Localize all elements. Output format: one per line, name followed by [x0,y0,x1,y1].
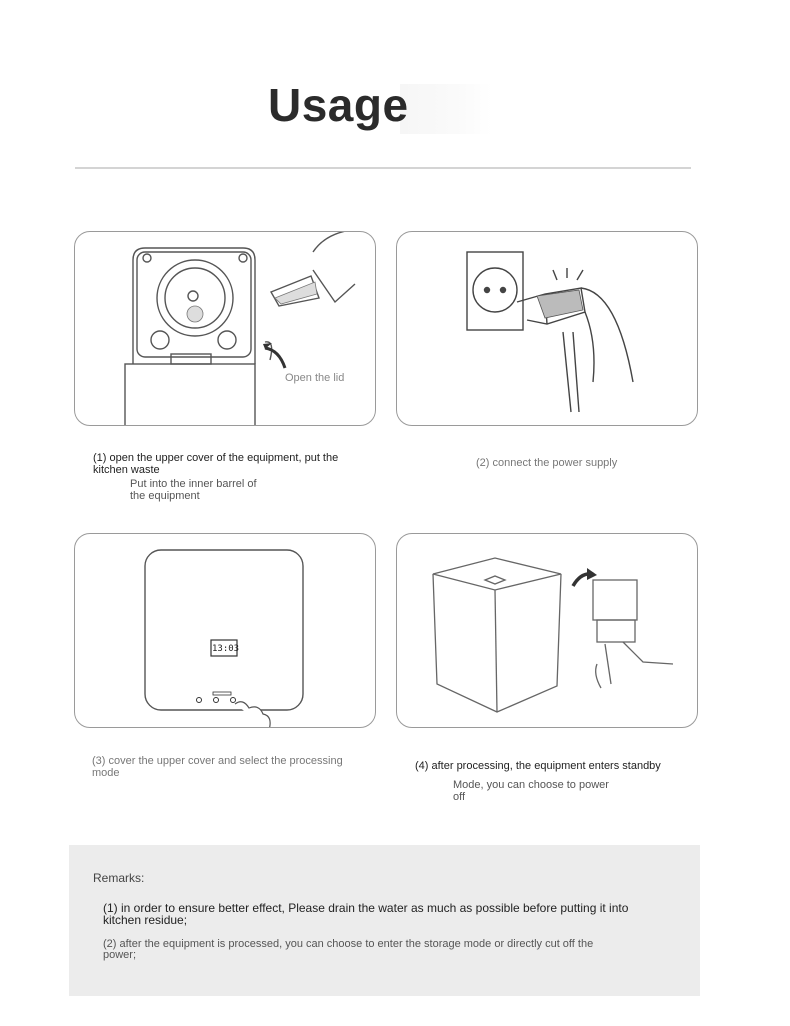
step-4-illustration [396,533,698,728]
remarks-title: Remarks: [93,871,145,885]
step-3-caption: (3) cover the upper cover and select the processing mode [92,755,343,779]
step-1-caption: (1) open the upper cover of the equipment, put the kitchen waste [93,452,339,476]
remark-item: (2) after the equipment is processed, you can choose to enter the storage mode or directly cut off the power; [103,938,594,961]
display-time: 13:03 [212,644,240,654]
power-plug-illustration [397,232,698,426]
step-4-caption: (4) after processing, the equipment enters standby [415,760,661,772]
step-2-illustration [396,231,698,426]
remark-item: (1) in order to ensure better effect, Please drain the water as much as possible before putting it into kitchen residue; [103,901,629,927]
step-2-caption: (2) connect the power supply [476,457,618,469]
step-1-illustration [74,231,376,426]
step-3-illustration [74,533,376,728]
remarks-box [69,845,700,996]
step-4-subcaption: Mode, you can choose to power off [453,779,609,803]
control-panel-illustration [75,534,376,728]
standby-unplug-illustration [397,534,698,728]
title-divider [75,167,691,169]
page-title: Usage [268,79,409,131]
title-shade [400,84,492,134]
open-lid-illustration [75,232,376,426]
open-lid-label: Open the lid [285,372,345,384]
step-1-subcaption: Put into the inner barrel of the equipment [130,478,257,502]
